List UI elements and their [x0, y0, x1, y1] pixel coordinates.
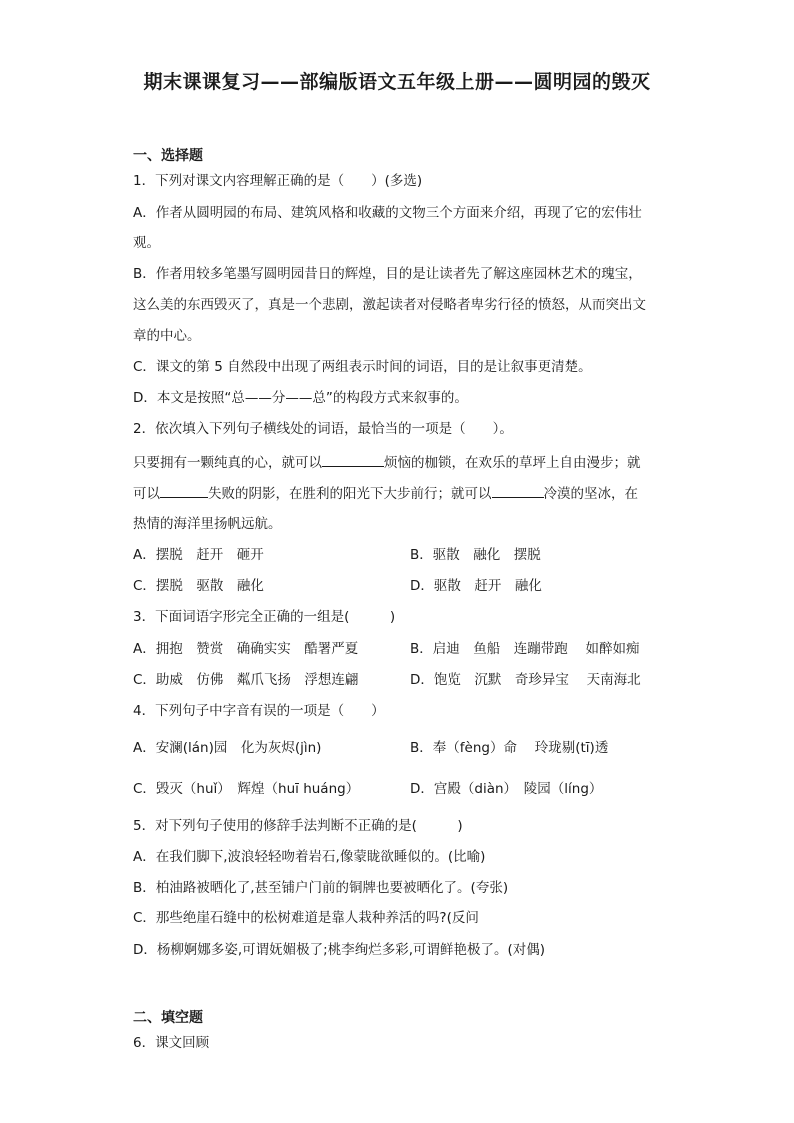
sentence-text: 失败的阴影，在胜利的阳光下大步前行；就可以 — [208, 486, 492, 502]
question-4-option-d: D．宫殿（diàn） 陵园（líng） — [410, 781, 603, 797]
question-3-option-b: B．启迪 鱼船 连蹦带跑 如醉如痴 — [410, 641, 640, 657]
fill-blank-2 — [160, 483, 208, 498]
question-1-stem: 1．下列对课文内容理解正确的是（ ）(多选) — [133, 173, 423, 189]
question-5-option-d: D．杨柳婀娜多姿,可谓妩媚极了;桃李绚烂多彩,可谓鲜艳极了。(对偶) — [133, 942, 546, 958]
section-heading-choice: 一、选择题 — [133, 148, 203, 164]
question-4-option-a: A．安澜(lán)园 化为灰烬(jìn) — [133, 740, 322, 756]
question-3-option-c: C．助威 仿佛 粼爪飞扬 浮想连翩 — [133, 672, 359, 688]
question-1-option-b-line2: 这么美的东西毁灭了，真是一个悲剧，激起读者对侵略者卑劣行径的愤怒，从而突出文 — [133, 297, 646, 313]
sentence-text: 冷漠的坚冰，在 — [543, 486, 638, 502]
sentence-text: 可以 — [133, 486, 160, 502]
document-title: 期末课课复习——部编版语文五年级上册——圆明园的毁灭 — [143, 71, 651, 93]
question-6-stem: 6．课文回顾 — [133, 1035, 210, 1051]
sentence-text: 烦恼的枷锁，在欢乐的草坪上自由漫步；就 — [384, 455, 641, 471]
question-2-option-b: B．驱散 融化 摆脱 — [410, 547, 541, 563]
question-2-option-c: C．摆脱 驱散 融化 — [133, 578, 264, 594]
question-1-option-b-line3: 章的中心。 — [133, 328, 201, 344]
question-1-option-d: D．本文是按照“总——分——总”的构段方式来叙事的。 — [133, 390, 468, 406]
question-5-option-c: C．那些绝崖石缝中的松树难道是靠人栽种养活的吗?(反问 — [133, 910, 479, 926]
question-2-option-d: D．驱散 赶开 融化 — [410, 578, 542, 594]
fill-blank-1 — [322, 452, 384, 467]
question-2-sentence-line3: 热情的海洋里扬帆远航。 — [133, 516, 282, 532]
section-heading-fill-in: 二、填空题 — [133, 1010, 203, 1026]
question-5-option-a: A．在我们脚下,波浪轻轻吻着岩石,像蒙眬欲睡似的。(比喻) — [133, 849, 486, 865]
question-4-option-c: C．毁灭（huǐ） 辉煌（huī huáng） — [133, 781, 360, 797]
question-2-sentence-line1 — [133, 452, 663, 473]
sentence-text: 只要拥有一颗纯真的心，就可以 — [133, 455, 322, 471]
question-2-sentence-line2 — [133, 483, 663, 504]
question-1-option-c: C．课文的第 5 自然段中出现了两组表示时间的词语，目的是让叙事更清楚。 — [133, 359, 592, 375]
question-1-option-b-line1: B．作者用较多笔墨写圆明园昔日的辉煌，目的是让读者先了解这座园林艺术的瑰宝， — [133, 266, 642, 282]
question-3-stem: 3．下面词语字形完全正确的一组是( ) — [133, 609, 396, 625]
question-3-option-a: A．拥抱 赞赏 确确实实 酷署严夏 — [133, 641, 359, 657]
question-5-option-b: B．柏油路被晒化了,甚至铺户门前的铜牌也要被晒化了。(夸张) — [133, 880, 509, 896]
question-2-stem: 2．依次填入下列句子横线处的词语，最恰当的一项是（ ）。 — [133, 421, 513, 437]
question-2-option-a: A．摆脱 赶开 砸开 — [133, 547, 264, 563]
question-4-option-b: B．奉（fèng）命 玲珑剔(tī)透 — [410, 740, 609, 756]
question-4-stem: 4．下列句子中字音有误的一项是（ ） — [133, 703, 385, 719]
question-1-option-a-line1: A．作者从圆明园的布局、建筑风格和收藏的文物三个方面来介绍，再现了它的宏伟壮 — [133, 205, 642, 221]
question-5-stem: 5．对下列句子使用的修辞手法判断不正确的是( ) — [133, 818, 463, 834]
question-1-option-a-line2: 观。 — [133, 235, 160, 251]
fill-blank-3 — [492, 483, 544, 498]
question-3-option-d: D．饱览 沉默 奇珍异宝 天南海北 — [410, 672, 641, 688]
